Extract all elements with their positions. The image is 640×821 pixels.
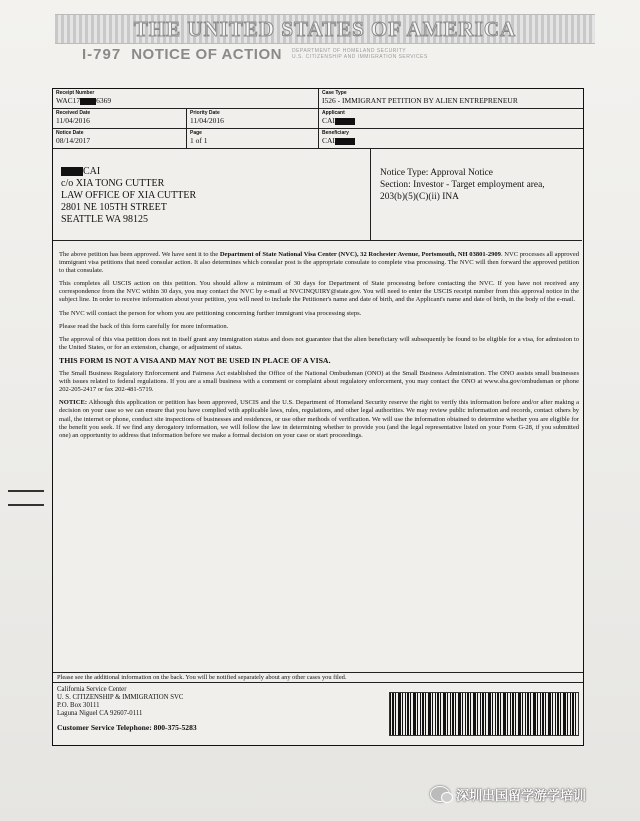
receipt-number-value	[56, 96, 315, 105]
notice-date-label: Notice Date	[56, 130, 84, 136]
agency-line-1: DEPARTMENT OF HOMELAND SECURITY	[291, 48, 407, 54]
side-mark	[8, 490, 44, 492]
case-type-label: Case Type	[322, 90, 347, 96]
watermark	[430, 784, 586, 804]
case-type-value: I526 - IMMIGRANT PETITION BY ALIEN ENTREPRENEUR	[322, 96, 518, 105]
received-date-label: Received Date	[56, 110, 91, 116]
beneficiary-value	[322, 136, 580, 145]
row-dates	[53, 109, 583, 129]
footer-note: Please see the additional information on the back. You will be notified separately about any other cases you filed.	[53, 672, 583, 683]
applicant-value	[322, 116, 580, 125]
receipt-prefix: WAC17	[56, 96, 81, 105]
visa-warning: THIS FORM IS NOT A VISA AND MAY NOT BE USED IN PLACE OF A VISA.	[59, 355, 331, 365]
notice-date-cell	[53, 129, 187, 148]
notice-type: Notice Type: Approval Notice	[380, 168, 493, 178]
redaction-bar	[80, 98, 96, 105]
priority-date-value: 11/04/2016	[190, 116, 224, 125]
receipt-suffix: 6369	[96, 96, 112, 105]
notice-body	[59, 251, 579, 445]
side-mark	[8, 504, 44, 506]
notice-date-value: 08/14/2017	[56, 136, 91, 145]
form-number: I-797	[82, 45, 122, 63]
service-po-box: P.O. Box 30111	[57, 702, 100, 709]
paragraph-processing: This completes all USCIS action on this petition. You should allow a minimum of 30 days for Department of State processing before contacting the NVC. If you have not received any correspondence from the NVC within 30 days, you may contact the NVC by e-mail at NVCINQUIRY@state.gov. You will need to enter the USCIS receipt number from this approval notice in the subject line. In order to receive information about your petition, you will need to include the Petitioner's name and date of birth, and the Applicant's name and date of birth, in the body of the e-mail.	[59, 280, 579, 304]
mailing-address	[53, 149, 371, 241]
p1-text-c: . NVC processes all approved immigrant visa petitions that need consular action. It also determines which consular post is the appropriate consulate to complete visa processing. The NVC will then forward the approved petition to that consulate.	[59, 251, 580, 275]
nvc-address: Department of State National Visa Center (NVC), 32 Rochester Avenue, Portsmouth, NH 03801-2909	[219, 251, 501, 258]
row-receipt	[53, 89, 583, 109]
priority-date-cell	[187, 109, 319, 128]
form-header	[82, 44, 582, 64]
receipt-number-label: Receipt Number	[56, 90, 95, 96]
notice-text: Although this application or petition has been approved, USCIS and the U.S. Department of Homeland Security reserve the right to verify this information before and/or after making a decision on your case so we can ensure that you have complied with applicable laws, rules, regulations, and other legal authorities. We may review public information and records, contact others by mail, the internet or phone, conduct site inspections of businesses and residences, or use other methods of verification. We will use the information obtained to determine whether you are eligible for the benefit you seek. If we find any derogatory information, we will follow the law in determining whether to provide you (and the legal representative listed on your Form G-28, if you submitted one) an opportunity to address that information before we make a formal decision on your case or start proceedings.	[59, 399, 579, 439]
notice-label: NOTICE:	[59, 399, 88, 407]
service-agency: U. S. CITIZENSHIP & IMMIGRATION SVC	[57, 694, 184, 701]
applicant-name: CAI	[322, 116, 335, 125]
address-line-1: c/o XIA TONG CUTTER	[61, 178, 165, 189]
wechat-icon	[430, 786, 450, 802]
notice-type-block	[371, 149, 582, 241]
redaction-bar	[61, 167, 83, 176]
page-label: Page	[190, 130, 202, 136]
page-cell	[187, 129, 319, 148]
applicant-cell	[319, 109, 583, 128]
notice-section-line-1: Section: Investor - Target employment area,	[380, 180, 545, 190]
watermark-text: 深圳出国留学游学培训	[456, 788, 587, 804]
agency-line-2: U.S. CITIZENSHIP AND IMMIGRATION SERVICES	[291, 54, 428, 60]
applicant-label: Applicant	[322, 110, 345, 116]
barcode	[389, 692, 579, 736]
priority-date-label: Priority Date	[190, 110, 220, 116]
p1-text-a: The above petition has been approved. We have sent it to the	[59, 251, 220, 258]
paragraph-status: The approval of this visa petition does not in itself grant any immigration status and does not guarantee that the alien beneficiary will subsequently be found to be eligible for a visa, for admission to the United States, or for an extension, change, or adjustment of status.	[59, 335, 579, 351]
address-name-line	[61, 166, 370, 178]
paragraph-nvc-contact: The NVC will contact the person for whom you are petitioning concerning further immigrant visa processing steps.	[59, 309, 362, 317]
receipt-number-cell	[53, 89, 319, 108]
address-line-3: 2801 NE 105TH STREET	[61, 202, 167, 213]
redaction-bar	[335, 138, 355, 145]
received-date-value: 11/04/2016	[56, 116, 90, 125]
case-type-cell	[319, 89, 583, 108]
service-center-name: California Service Center	[57, 686, 127, 693]
banner-title: THE UNITED STATES OF AMERICA	[133, 16, 517, 41]
service-city: Laguna Niguel CA 92607-0111	[57, 710, 143, 717]
address-name: CAI	[83, 166, 101, 177]
address-line-2: LAW OFFICE OF XIA CUTTER	[61, 190, 197, 201]
paragraph-read-back: Please read the back of this form carefully for more information.	[59, 322, 229, 330]
received-date-cell	[53, 109, 187, 128]
banner	[55, 14, 595, 44]
page-value: 1 of 1	[190, 136, 208, 145]
beneficiary-name: CAI	[322, 136, 335, 145]
agency-name	[292, 48, 428, 60]
redaction-bar	[335, 118, 355, 125]
beneficiary-cell	[319, 129, 583, 148]
customer-service-phone: Customer Service Telephone: 800-375-5283	[57, 723, 197, 732]
paragraph-notice	[59, 399, 579, 439]
paragraph-approval	[59, 251, 579, 275]
paragraph-ombudsman: The Small Business Regulatory Enforcement and Fairness Act established the Office of the National Ombudsman (ONO) at the Small Business Administration. The ONO assists small businesses with issues related to federal regulations. If you are a small business with a comment or complaint about regulatory enforcement, you may contact the ONO at www.sba.gov/ombudsman or phone 202-205-2417 or fax 202-481-5719.	[59, 370, 579, 394]
beneficiary-label: Beneficiary	[322, 130, 349, 136]
notice-section-line-2: 203(b)(5)(C)(ii) INA	[380, 192, 459, 202]
row-notice-date	[53, 129, 583, 149]
side-marks	[8, 488, 44, 510]
address-line-4: SEATTLE WA 98125	[61, 214, 149, 225]
service-center	[57, 686, 197, 732]
notice-frame	[52, 88, 584, 746]
form-title: NOTICE OF ACTION	[131, 45, 282, 63]
